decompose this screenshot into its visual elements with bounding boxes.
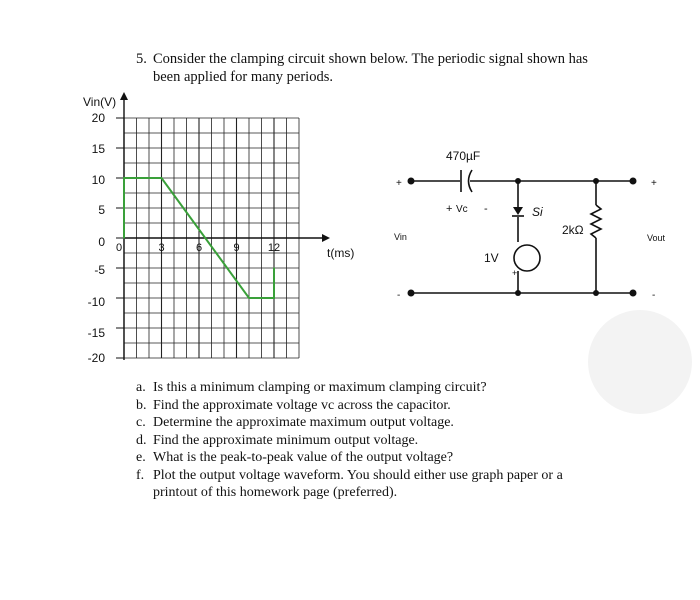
problem-line-2: been applied for many periods.: [153, 68, 333, 85]
vin-plus-terminal: [408, 178, 415, 185]
x-tick-label: 9: [233, 242, 240, 254]
question-e: [136, 449, 656, 467]
diode-symbol: [512, 207, 524, 216]
y-tick-label: -20: [87, 351, 105, 365]
x-axis-label: t(ms): [327, 246, 355, 260]
problem-number: 5.: [136, 51, 147, 67]
question-letter: e.: [136, 450, 146, 465]
resistor-label: 2kΩ: [562, 223, 584, 237]
problem-line-1: Consider the clamping circuit shown below. The periodic signal shown has: [153, 51, 588, 67]
x-tick-label: 3: [158, 242, 165, 254]
vin-minus-label: -: [397, 290, 401, 301]
node-diode-top: [515, 178, 521, 184]
x-tick-label: 0: [115, 242, 123, 254]
question-text: What is the peak-to-peak value of the output voltage?: [153, 450, 454, 465]
y-tick-label: 20: [91, 111, 105, 125]
capacitor-label: 470µF: [446, 149, 481, 163]
question-letter: b.: [136, 397, 147, 413]
y-tick-label: 0: [98, 235, 105, 249]
node-resistor-bottom: [593, 290, 599, 296]
vout-plus-terminal: [630, 178, 637, 185]
source-label: 1V: [484, 251, 499, 265]
question-c: [136, 414, 656, 432]
vin-minus-terminal: [408, 290, 415, 297]
question-a: [136, 379, 656, 397]
dc-source-circle: [514, 245, 540, 271]
y-tick-label: 10: [91, 173, 105, 187]
y-tick-label: 15: [91, 142, 105, 156]
resistor-zigzag: [591, 205, 601, 238]
question-f: [136, 467, 656, 502]
node-resistor-top: [593, 178, 599, 184]
y-tick-label: 5: [98, 203, 105, 217]
x-tick-label: 12: [267, 242, 281, 254]
question-letter: d.: [136, 432, 147, 448]
question-text: Is this a minimum clamping or maximum clamping circuit?: [153, 380, 487, 395]
vout-minus-terminal: [630, 290, 637, 297]
y-tick-label: -15: [87, 326, 105, 340]
source-plus-label: +: [512, 268, 518, 278]
y-tick-label: -5: [94, 263, 105, 277]
question-text: Plot the output voltage waveform. You should either use graph paper or a: [153, 467, 563, 483]
question-letter: f.: [136, 467, 145, 483]
question-letter: c.: [136, 415, 146, 430]
vin-label: Vin: [394, 232, 407, 242]
vin-plus-label: +: [396, 178, 402, 189]
question-text: Determine the approximate maximum output voltage.: [153, 415, 454, 430]
diode-label: Si: [532, 205, 543, 219]
vout-plus-label: +: [651, 178, 657, 189]
y-tick-label: -10: [87, 295, 105, 309]
vout-minus-label: -: [652, 290, 656, 301]
question-b: [136, 397, 656, 415]
question-text: Find the approximate voltage vc across the capacitor.: [153, 397, 451, 413]
question-text-continued: printout of this homework page (preferred).: [153, 485, 398, 500]
vc-label: Vc: [456, 204, 468, 215]
vc-minus-label: -: [484, 203, 488, 215]
question-text: Find the approximate minimum output voltage.: [153, 432, 419, 448]
question-letter: a.: [136, 380, 146, 395]
node-source-bottom: [515, 290, 521, 296]
vout-label: Vout: [647, 233, 666, 243]
y-axis-label: Vin(V): [83, 95, 117, 109]
question-list: [136, 379, 656, 502]
question-d: [136, 432, 656, 450]
x-tick-label: 6: [195, 242, 203, 254]
vc-plus-label: +: [446, 203, 453, 215]
